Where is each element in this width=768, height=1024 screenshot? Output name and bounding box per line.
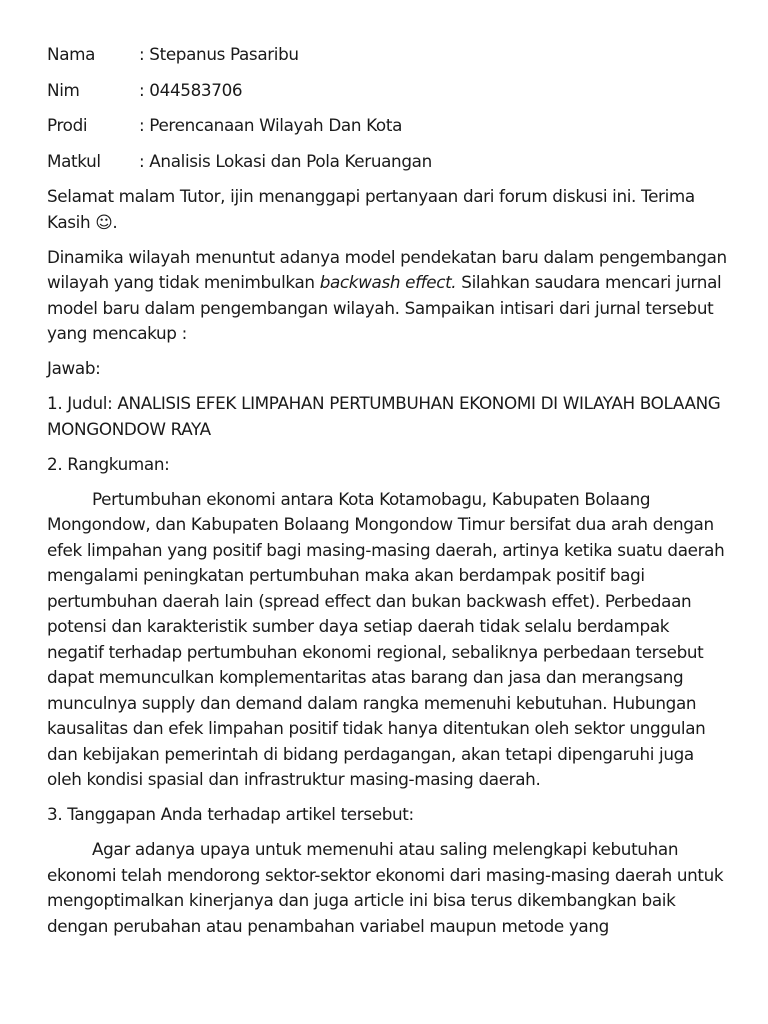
response-paragraph: Agar adanya upaya untuk memenuhi atau saling melengkapi kebutuhan ekonomi telah mendorong sektor-sektor ekonomi dari masing-masing daerah untuk mengoptimalkan kinerjanya dan juga article ini bisa terus dikembangkan baik dengan perubahan atau penambahan variabel maupun metode yang <box>47 839 724 936</box>
question-paragraph <box>47 245 727 347</box>
info-row-matkul <box>47 149 727 185</box>
info-label: Prodi <box>47 115 88 135</box>
info-label: Nim <box>47 79 80 100</box>
item-title: 1. Judul: ANALISIS EFEK LIMPAHAN PERTUMBUHAN EKONOMI DI WILAYAH BOLAANG MONGONDOW RAYA <box>47 393 721 439</box>
info-value: : 044583706 <box>139 79 243 100</box>
document-page <box>47 42 727 949</box>
info-value: : Analisis Lokasi dan Pola Keruangan <box>139 150 432 171</box>
question-text-start: Dinamika wilayah menuntut adanya model pendekatan baru dalam pengembangan wilayah yang tidak menimbulkan <box>47 246 727 292</box>
student-info <box>47 42 727 184</box>
info-label: Matkul <box>47 150 101 171</box>
item-summary-heading: 2. Rangkuman: <box>47 453 170 474</box>
answer-label: Jawab: <box>47 358 101 378</box>
info-value: : Perencanaan Wilayah Dan Kota <box>139 115 402 135</box>
info-row-nim <box>47 78 727 114</box>
info-row-prodi <box>47 113 727 149</box>
info-value: : Stepanus Pasaribu <box>139 44 299 64</box>
question-text-end: Silahkan saudara mencari jurnal model baru dalam pengembangan wilayah. Sampaikan intisari dari jurnal tersebut yang mencakup : <box>47 272 722 343</box>
greeting-paragraph: Selamat malam Tutor, ijin menanggapi pertanyaan dari forum diskusi ini. Terima Kasih ☺. <box>47 186 695 232</box>
info-label: Nama <box>47 44 96 64</box>
question-emphasis: backwash effect. <box>319 272 457 292</box>
item-response-heading: 3. Tanggapan Anda terhadap artikel tersebut: <box>47 804 414 824</box>
info-row-nama <box>47 42 727 78</box>
summary-paragraph: Pertumbuhan ekonomi antara Kota Kotamobagu, Kabupaten Bolaang Mongondow, dan Kabupaten Bolaang Mongondow Timur bersifat dua arah dengan efek limpahan yang positif bagi masing-masing daerah, artinya ketika suatu daerah mengalami peningkatan pertumbuhan maka akan berdampak positif bagi pertumbuhan daerah lain (spread effect dan bukan backwash effet). Perbedaan potensi dan karakteristik sumber daya setiap daerah tidak selalu berdampak negatif terhadap pertumbuhan ekonomi regional, sebaliknya perbedaan tersebut dapat memunculkan komplementaritas atas barang dan jasa dan merangsang munculnya supply dan demand dalam rangka memenuhi kebutuhan. Hubungan kausalitas dan efek limpahan positif tidak hanya ditentukan oleh sektor unggulan dan kebijakan pemerintah di bidang perdagangan, akan tetapi dipengaruhi juga oleh kondisi spasial dan infrastruktur masing-masing daerah. <box>47 488 725 789</box>
